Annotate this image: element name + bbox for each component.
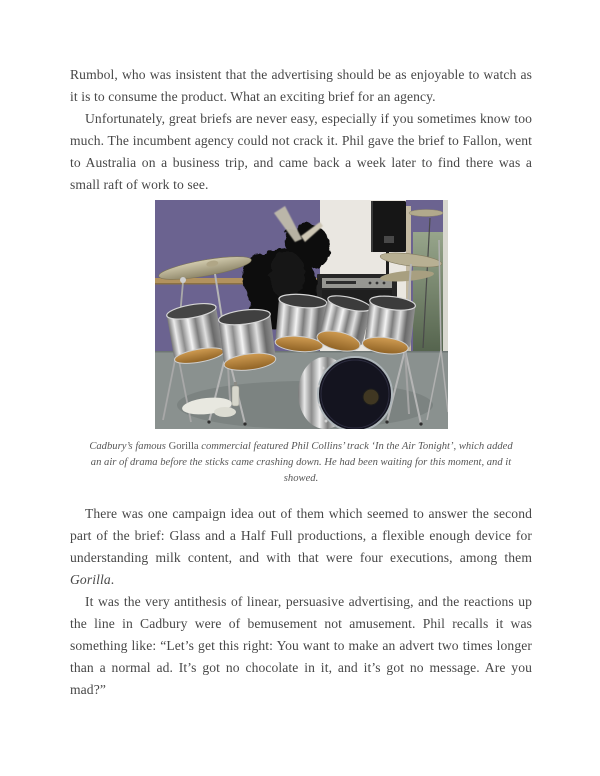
paragraph-4: It was the very antithesis of linear, persuasive advertising, and the reactions up the line in Cadbury were of bemusement not amusement. Phil recalls it was something like: “Let’s get this right: You want to make an advert two times longer than a normal ad. It’s got no chocolate in it, and it’s got no message. Are you mad?” (70, 594, 532, 697)
paragraph-2: Unfortunately, great briefs are never easy, especially if you sometimes know too much. The incumbent agency could not crack it. Phil gave the brief to Fallon, went to Australia on a business trip, and came back a week later to find there was a small raft of work to see. (70, 111, 532, 192)
paragraph-1: Rumbol, who was insistent that the advertising should be as enjoyable to watch as it is to consume the product. What an exciting brief for an agency. (70, 67, 532, 104)
paragraph-3-text: There was one campaign idea out of them which seemed to answer the second part of the brief: Glass and a Half Full productions, a flexible enough device for understanding milk content, and with that were four executions, among them (70, 506, 532, 565)
paragraph-3 (70, 503, 532, 591)
top-right-cymbal (409, 210, 443, 217)
tom-2 (217, 307, 276, 373)
paragraph-3-period: . (110, 572, 115, 587)
green-panel (413, 232, 448, 352)
tom-1 (165, 301, 224, 367)
caption-gorilla-word: Gorilla (168, 441, 199, 452)
photo-caption (89, 439, 513, 487)
water-bottle (232, 386, 239, 406)
caption-italic-part-2: commercial featured Phil Collins’ track ‘In the Air Tonight’, which added an air of drama before the sticks came crashing down. He had been waiting for this moment, and it showed. (90, 441, 513, 484)
figure-gorilla-ad (70, 200, 532, 487)
tom-5 (361, 294, 416, 357)
lower-text-block (70, 503, 532, 701)
caption-italic-part-1: Cadbury’s famous (89, 441, 169, 452)
tom-3 (274, 293, 327, 354)
gorilla-drummer-photo (155, 200, 448, 429)
bass-drum (298, 357, 392, 429)
paragraph-3-gorilla-italic: Gorilla (70, 572, 111, 587)
bass-port-hole (363, 389, 379, 405)
wall-edge-strip (443, 200, 448, 352)
gorilla-drumkit-illustration (155, 200, 448, 429)
